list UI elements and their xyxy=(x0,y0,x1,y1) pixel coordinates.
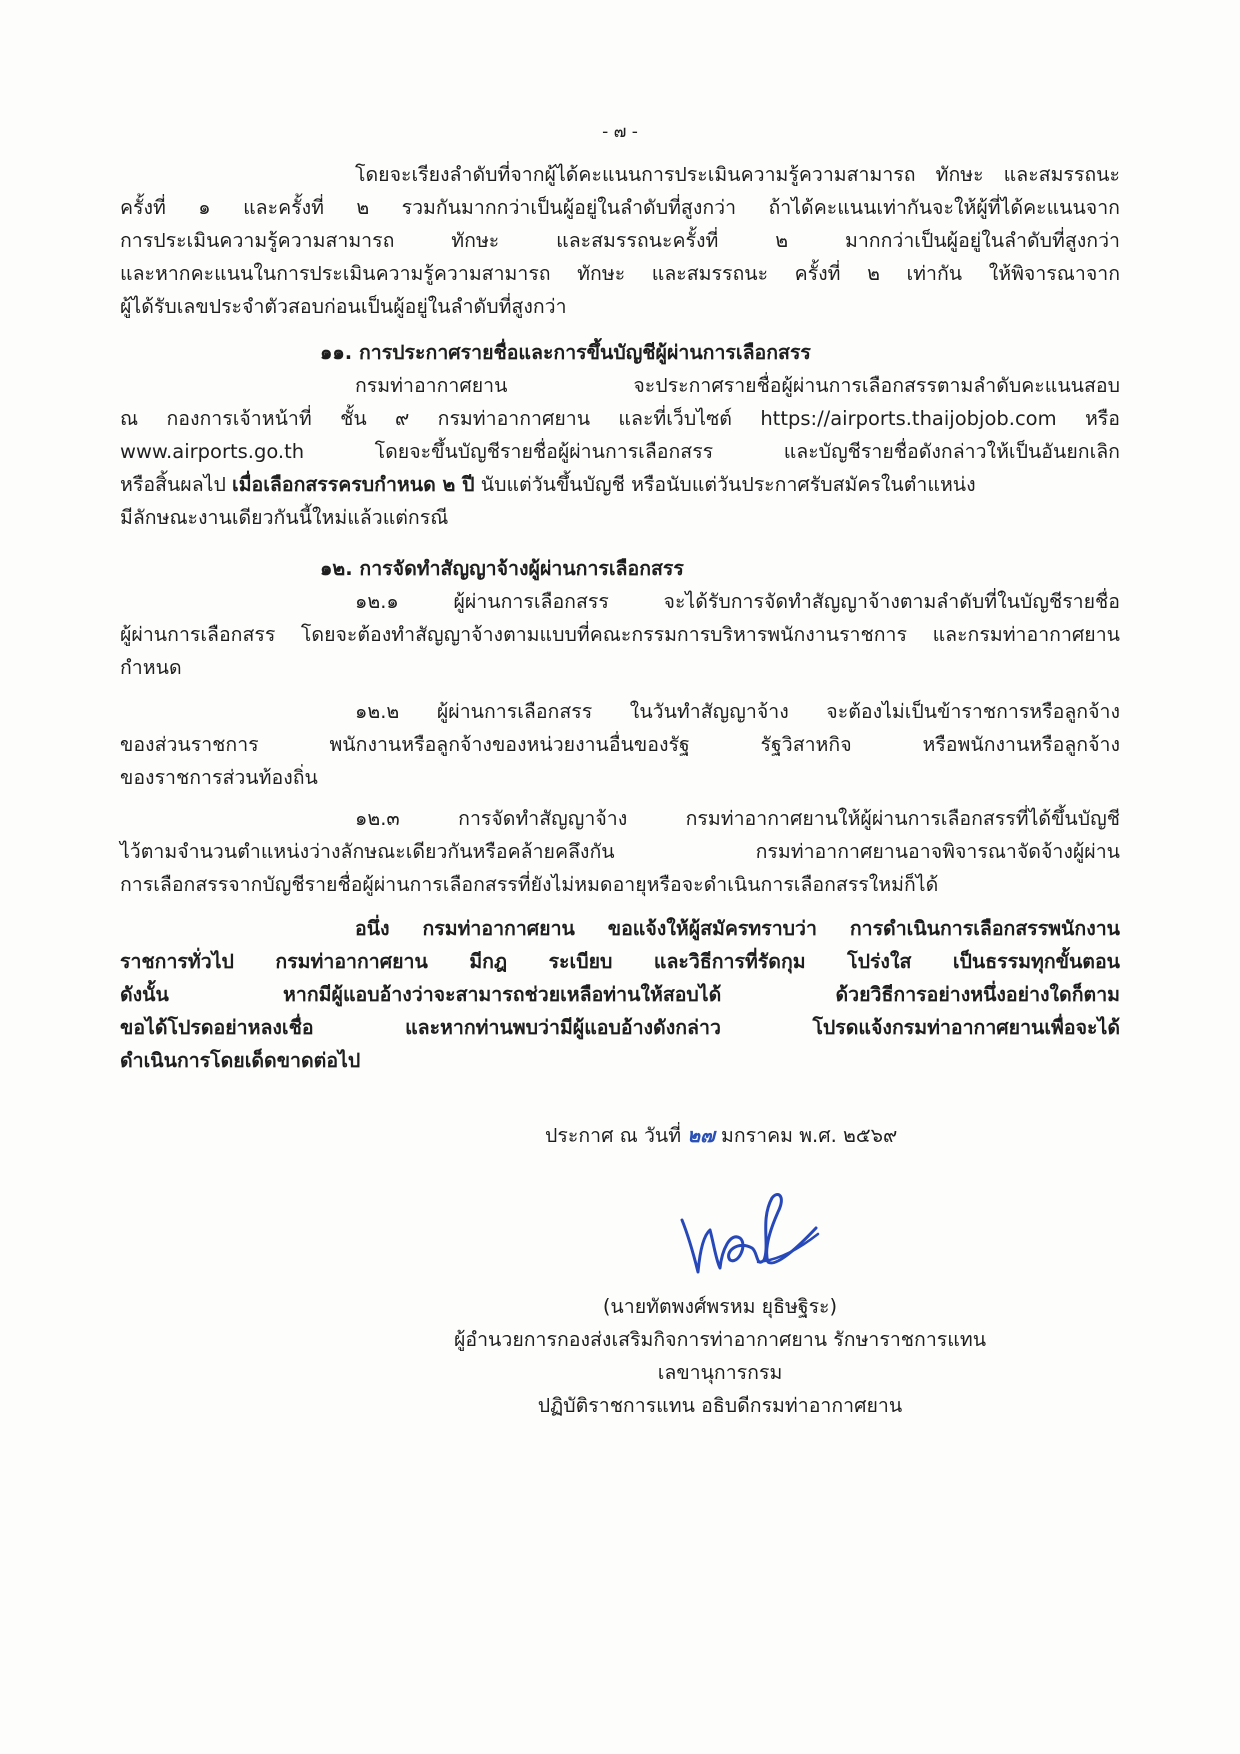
text-run: นับแต่วันขึ้นบัญชี หรือนับแต่วันประกาศรับสมัครในตำแหน่ง xyxy=(474,473,976,496)
notice-line: ดำเนินการโดยเด็ดขาดต่อไป xyxy=(120,1049,361,1072)
section-11-heading: ๑๑. การประกาศรายชื่อและการขึ้นบัญชีผู้ผ่านการเลือกสรร xyxy=(320,341,811,364)
paragraph-line: มีลักษณะงานเดียวกันนี้ใหม่แล้วแต่กรณี xyxy=(120,506,449,529)
paragraph-line: ๑๒.๒ ผู้ผ่านการเลือกสรร ในวันทำสัญญาจ้าง จะต้องไม่เป็นข้าราชการหรือลูกจ้าง xyxy=(355,700,1120,723)
bold-text-run: เมื่อเลือกสรรครบกำหนด ๒ ปี xyxy=(232,473,475,496)
date-prefix: ประกาศ ณ วันที่ xyxy=(545,1124,688,1147)
signer-title: เลขานุการกรม xyxy=(657,1361,783,1384)
paragraph-line: ๑๒.๑ ผู้ผ่านการเลือกสรร จะได้รับการจัดทำสัญญาจ้างตามลำดับที่ในบัญชีรายชื่อ xyxy=(355,590,1120,613)
paragraph-line: การเลือกสรรจากบัญชีรายชื่อผู้ผ่านการเลือกสรรที่ยังไม่หมดอายุหรือจะดำเนินการเลือกสรรใหม่ก็ได้ xyxy=(120,873,939,896)
paragraph-line: ณ กองการเจ้าหน้าที่ ชั้น ๙ กรมท่าอากาศยาน และที่เว็บไซต์ https://airports.thaijobjob.com หรือ xyxy=(120,407,1120,430)
paragraph-line: ผู้ผ่านการเลือกสรร โดยจะต้องทำสัญญาจ้างตามแบบที่คณะกรรมการบริหารพนักงานราชการ และกรมท่าอากาศยาน xyxy=(120,623,1120,646)
section-12-heading: ๑๒. การจัดทำสัญญาจ้างผู้ผ่านการเลือกสรร xyxy=(320,557,684,580)
paragraph-line: และหากคะแนนในการประเมินความรู้ความสามารถ ทักษะ และสมรรถนะ ครั้งที่ ๒ เท่ากัน ให้พิจารณาจาก xyxy=(120,262,1120,285)
notice-line: ราชการทั่วไป กรมท่าอากาศยาน มีกฎ ระเบียบ และวิธีการที่รัดกุม โปร่งใส เป็นธรรมทุกขั้นตอน xyxy=(120,950,1120,973)
announcement-date xyxy=(545,1120,897,1151)
paragraph-line: ครั้งที่ ๑ และครั้งที่ ๒ รวมกันมากกว่าเป็นผู้อยู่ในลำดับที่สูงกว่า ถ้าได้คะแนนเท่ากันจะให้ผู้ที่ได้คะแนนจาก xyxy=(120,196,1120,219)
signer-name: (นายทัตพงศ์พรหม ยุธิษฐิระ) xyxy=(602,1295,838,1318)
notice-line: ขอได้โปรดอย่าหลงเชื่อ และหากท่านพบว่ามีผู้แอบอ้างดังกล่าว โปรดแจ้งกรมท่าอากาศยานเพื่อจะได้ xyxy=(120,1016,1120,1039)
notice-line: อนึ่ง กรมท่าอากาศยาน ขอแจ้งให้ผู้สมัครทราบว่า การดำเนินการเลือกสรรพนักงาน xyxy=(355,917,1120,940)
paragraph-line: ของส่วนราชการ พนักงานหรือลูกจ้างของหน่วยงานอื่นของรัฐ รัฐวิสาหกิจ หรือพนักงานหรือลูกจ้าง xyxy=(120,733,1120,756)
page-number: - ๗ - xyxy=(602,122,638,142)
paragraph-line: โดยจะเรียงลำดับที่จากผู้ได้คะแนนการประเมินความรู้ความสามารถ ทักษะ และสมรรถนะ xyxy=(355,163,1120,186)
paragraph-line: ๑๒.๓ การจัดทำสัญญาจ้าง กรมท่าอากาศยานให้ผู้ผ่านการเลือกสรรที่ได้ขึ้นบัญชี xyxy=(355,807,1120,830)
handwritten-signature-icon xyxy=(660,1190,820,1280)
paragraph-line xyxy=(120,468,1120,501)
notice-line: ดังนั้น หากมีผู้แอบอ้างว่าจะสามารถช่วยเหลือท่านให้สอบได้ ด้วยวิธีการอย่างหนึ่งอย่างใดก็ตาม xyxy=(120,983,1120,1006)
paragraph-line: www.airports.go.th โดยจะขึ้นบัญชีรายชื่อผู้ผ่านการเลือกสรร และบัญชีรายชื่อดังกล่าวให้เป็นอันยกเลิก xyxy=(120,440,1120,463)
handwritten-day: ๒๗ xyxy=(687,1124,715,1147)
paragraph-line: กำหนด xyxy=(120,656,182,679)
paragraph-line: ไว้ตามจำนวนตำแหน่งว่างลักษณะเดียวกันหรือคล้ายคลึงกัน กรมท่าอากาศยานอาจพิจารณาจัดจ้างผู้ผ่าน xyxy=(120,840,1120,863)
paragraph-line: ของราชการส่วนท้องถิ่น xyxy=(120,766,318,789)
paragraph-line: ผู้ได้รับเลขประจำตัวสอบก่อนเป็นผู้อยู่ในลำดับที่สูงกว่า xyxy=(120,295,567,318)
signer-title: ผู้อำนวยการกองส่งเสริมกิจการท่าอากาศยาน รักษาราชการแทน xyxy=(453,1328,987,1351)
paragraph-line: กรมท่าอากาศยาน จะประกาศรายชื่อผู้ผ่านการเลือกสรรตามลำดับคะแนนสอบ xyxy=(355,374,1120,397)
signer-title: ปฏิบัติราชการแทน อธิบดีกรมท่าอากาศยาน xyxy=(537,1394,903,1417)
text-run: หรือสิ้นผลไป xyxy=(120,473,233,496)
date-suffix: มกราคม พ.ศ. ๒๕๖๙ xyxy=(714,1124,898,1147)
paragraph-line: การประเมินความรู้ความสามารถ ทักษะ และสมรรถนะครั้งที่ ๒ มากกว่าเป็นผู้อยู่ในลำดับที่สูงกว่า xyxy=(120,229,1120,252)
